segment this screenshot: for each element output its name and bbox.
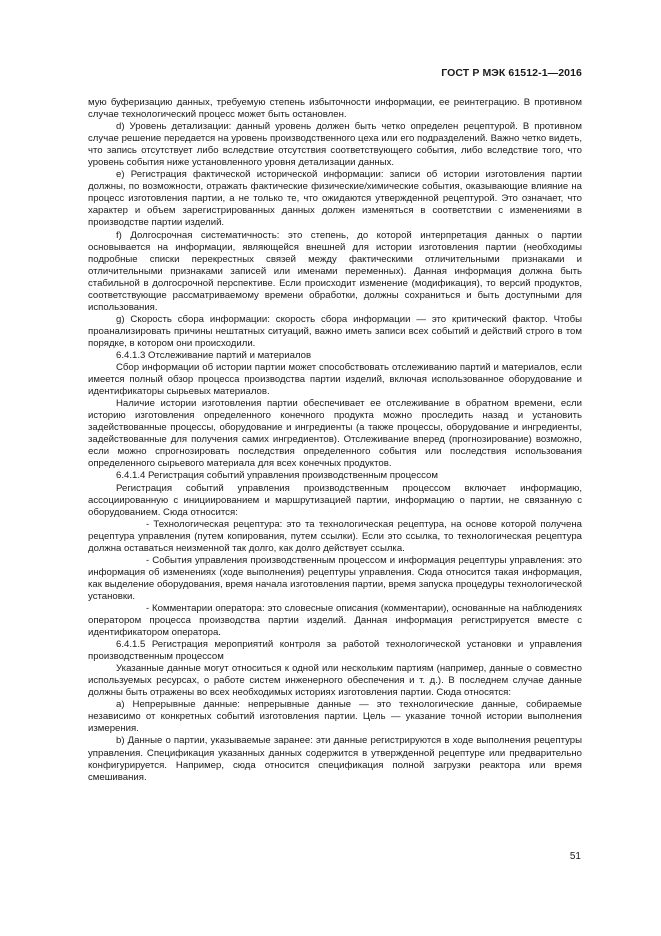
page-number: 51 <box>569 851 581 862</box>
list-item-g: g) Скорость сбора информации: скорость сбора информации — это критический фактор. Чтобы проанализировать причины нештатных ситуаций, важно иметь записи всех событий и действий строго в том порядке, в котором они происходили. <box>88 313 582 349</box>
dash-item: - Комментарии оператора: это словесные описания (комментарии), основанные на наблюдениях оператором процесса производства партии изделий. Данная информация регистрируется вместе с идентификатором оператора. <box>88 602 582 639</box>
paragraph: Сбор информации об истории партии может способствовать отслеживанию партий и материалов, если имеется полный обзор процесса производства партии изделий, включая использованное оборудование и идентификаторы сырьевых материалов. <box>88 362 582 398</box>
list-item-b: b) Данные о партии, указываемые заранее: эти данные регистрируются в ходе выполнения рецептуры управления. Спецификация указанных данных содержится в утвержденной рецептуре или предварительно конфигурируется. Например, сюда относится спецификация полной загрузки реактора или время смешивания. <box>88 735 582 783</box>
list-item-e: e) Регистрация фактической исторической информации: записи об истории изготовления партии должны, по возможности, отражать фактические физические/химические события, оказывающие влияние на процесс изготовления партии, а не только те, что ожидаются утвержденной рецептурой. Это означает, что характер и объем зарегистрированных данных должен изменяться в соответствии с изменениями в производстве партии изделий. <box>88 169 582 229</box>
section-heading-6-4-1-3: 6.4.1.3 Отслеживание партий и материалов <box>116 349 312 361</box>
paragraph: Регистрация событий управления производственным процессом включает информацию, ассоциированную с инициированием и маршрутизацией партии, информацию о партии, не связанную с оборудованием. Сюда относится: <box>88 482 582 518</box>
paragraph: Указанные данные могут относиться к одной или нескольким партиям (например, данные о совместно используемых ресурсах, о работе систем инженерного обеспечения и т. д.). В последнем случае данные должны быть отражены во всех необходимых историях изготовления партии. Сюда относятся: <box>88 663 582 699</box>
document-body <box>88 97 582 784</box>
paragraph: Наличие истории изготовления партии обеспечивает ее отслеживание в обратном времени, если историю изготовления определенного конечного продукта можно проследить назад и установить задействованные процессы, оборудование и ингредиенты (а также процессы, оборудование и ингредиенты, задействованные для получения самих ингредиентов). Отслеживание вперед (прогнозирование) возможно, если можно спрогнозировать последствия определенного события или последствия использования определенного сырьевого материала для всех конечных продуктов. <box>88 398 582 470</box>
section-heading-6-4-1-4: 6.4.1.4 Регистрация событий управления производственным процессом <box>116 470 438 482</box>
paragraph: мую буферизацию данных, требуемую степень избыточности информации, ее реинтеграцию. В противном случае технологический процесс может быть остановлен. <box>88 97 582 121</box>
list-item-a: a) Непрерывные данные: непрерывные данные — это технологические данные, собираемые независимо от конкретных событий изготовления партии. Цель — указание точной истории выполнения измерения. <box>88 699 582 735</box>
section-heading-6-4-1-5: 6.4.1.5 Регистрация мероприятий контроля за работой технологической установки и управления производственным процессом <box>88 639 582 663</box>
document-header: ГОСТ Р МЭК 61512-1—2016 <box>441 67 582 79</box>
list-item-f: f) Долгосрочная систематичность: это степень, до которой интерпретация данных о партии основывается на информации, являющейся внешней для истории изготовления партии (необходимы подробные списки перекрестных связей между фактическими отличительными признаками и отличительными признаками записей или именами переменных). Данная информация должна быть стабильной в долгосрочной перспективе. Если происходит изменение (модификация), то версий продуктов, соответствующие рассматриваемому времени обработки, должны сохраниться и быть доступными для использования. <box>88 229 582 313</box>
dash-item: - События управления производственным процессом и информация рецептуры управления: это информация об изменениях (ходе выполнения) рецептуры управления. Сюда относится такая информация, как выделение оборудования, время начала изготовления партии, время запуска процедуры технологической установки. <box>88 554 582 602</box>
dash-item: - Технологическая рецептура: это та технологическая рецептура, на основе которой получена рецептура управления (путем копирования, путем ссылки). Если это ссылка, то технологическая рецептура должна оставаться неизменной так долго, как долго действует ссылка. <box>88 518 582 554</box>
list-item-d: d) Уровень детализации: данный уровень должен быть четко определен рецептурой. В противном случае решение передается на уровень производственного цеха или его подразделений. Важно четко видеть, что запись отсутствует либо вследствие отсутствия соответствующего события, либо вследствие того, что уровень события ниже установленного уровня детализации данных. <box>88 121 582 169</box>
